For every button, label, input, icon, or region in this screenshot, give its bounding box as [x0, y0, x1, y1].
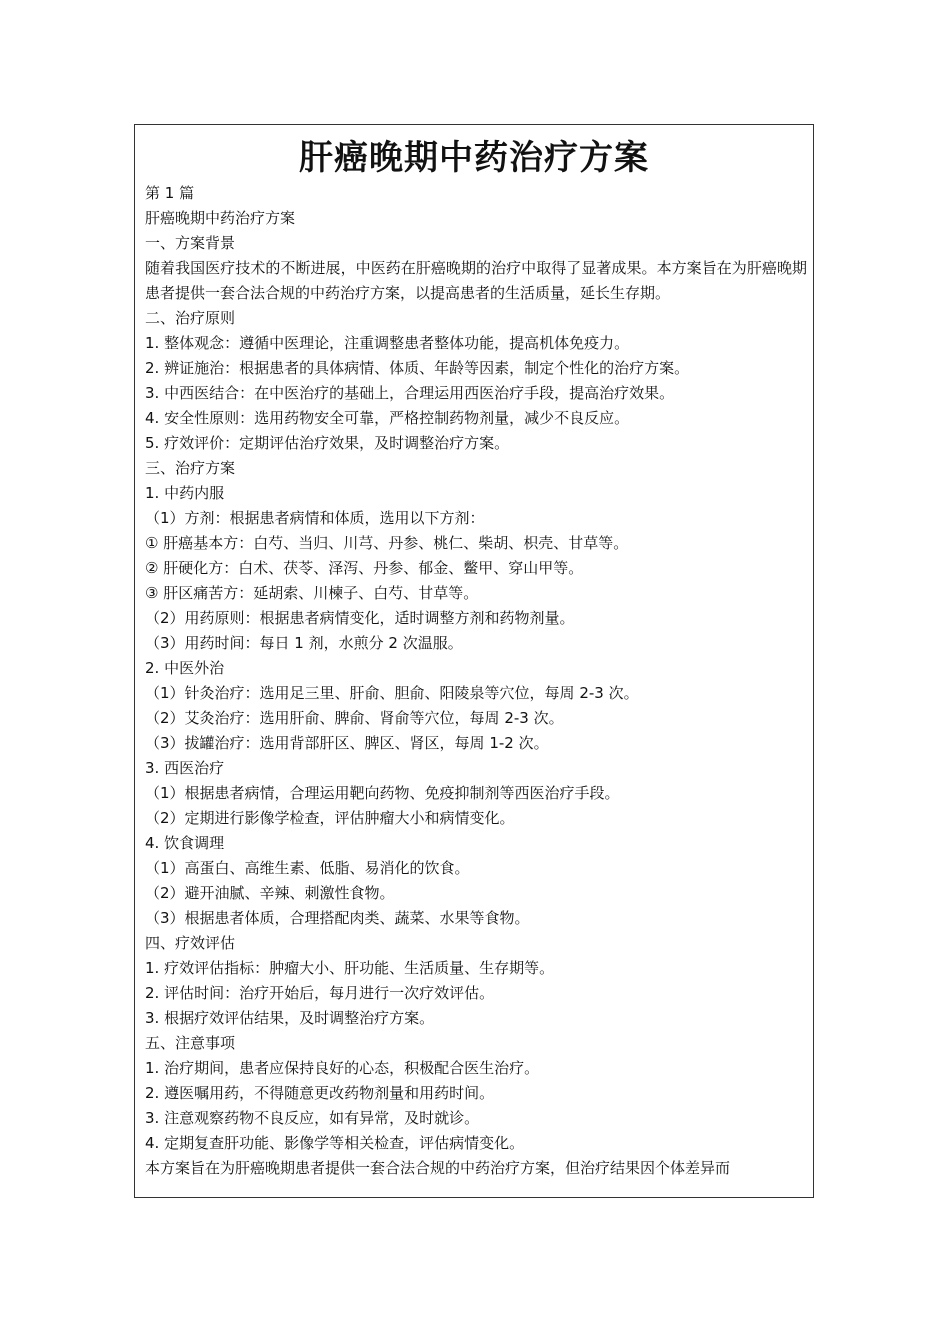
list-item: （3）拔罐治疗：选用背部肝区、脾区、肾区，每周 1-2 次。: [145, 734, 549, 752]
list-item: 3. 根据疗效评估结果，及时调整治疗方案。: [145, 1009, 435, 1027]
subheading: 2. 中医外治: [145, 659, 225, 677]
list-item: （3）根据患者体质，合理搭配肉类、蔬菜、水果等食物。: [145, 909, 530, 927]
heading-plan: 三、治疗方案: [145, 459, 236, 477]
list-item: （1）高蛋白、高维生素、低脂、易消化的饮食。: [145, 859, 470, 877]
list-item: 2. 遵医嘱用药，不得随意更改药物剂量和用药时间。: [145, 1084, 495, 1102]
list-item: 2. 辨证施治：根据患者的具体病情、体质、年龄等因素，制定个性化的治疗方案。: [145, 359, 690, 377]
list-item: ② 肝硬化方：白术、茯苓、泽泻、丹参、郁金、鳖甲、穿山甲等。: [145, 559, 584, 577]
list-item: （2）避开油腻、辛辣、刺激性食物。: [145, 884, 395, 902]
list-item: （2）用药原则：根据患者病情变化，适时调整方剂和药物剂量。: [145, 609, 575, 627]
list-item: ③ 肝区痛苦方：延胡索、川楝子、白芍、甘草等。: [145, 584, 479, 602]
list-item: 1. 整体观念：遵循中医理论，注重调整患者整体功能，提高机体免疫力。: [145, 334, 630, 352]
document-title: 肝癌晚期中药治疗方案: [299, 138, 649, 178]
list-item: 1. 治疗期间，患者应保持良好的心态，积极配合医生治疗。: [145, 1059, 540, 1077]
heading-evaluation: 四、疗效评估: [145, 934, 236, 952]
list-item: （2）定期进行影像学检查，评估肿瘤大小和病情变化。: [145, 809, 515, 827]
list-item: 3. 中西医结合：在中医治疗的基础上，合理运用西医治疗手段，提高治疗效果。: [145, 384, 675, 402]
list-item: （1）针灸治疗：选用足三里、肝俞、胆俞、阳陵泉等穴位，每周 2-3 次。: [145, 684, 639, 702]
list-item: （2）艾灸治疗：选用肝俞、脾俞、肾俞等穴位，每周 2-3 次。: [145, 709, 564, 727]
list-item: （1）方剂：根据患者病情和体质，选用以下方剂：: [145, 509, 485, 527]
subtitle: 肝癌晚期中药治疗方案: [145, 209, 296, 227]
heading-principles: 二、治疗原则: [145, 309, 236, 327]
heading-background: 一、方案背景: [145, 234, 236, 252]
list-item: ① 肝癌基本方：白芍、当归、川芎、丹参、桃仁、柴胡、枳壳、甘草等。: [145, 534, 629, 552]
subheading: 3. 西医治疗: [145, 759, 225, 777]
list-item: （1）根据患者病情，合理运用靶向药物、免疫抑制剂等西医治疗手段。: [145, 784, 620, 802]
section-label: 第 1 篇: [145, 184, 195, 202]
list-item: 4. 定期复查肝功能、影像学等相关检查，评估病情变化。: [145, 1134, 525, 1152]
list-item: 4. 安全性原则：选用药物安全可靠，严格控制药物剂量，减少不良反应。: [145, 409, 630, 427]
list-item: （3）用药时间：每日 1 剂，水煎分 2 次温服。: [145, 634, 463, 652]
heading-notes: 五、注意事项: [145, 1034, 236, 1052]
list-item: 5. 疗效评价：定期评估治疗效果，及时调整治疗方案。: [145, 434, 510, 452]
list-item: 1. 疗效评估指标：肿瘤大小、肝功能、生活质量、生存期等。: [145, 959, 555, 977]
closing-paragraph: 本方案旨在为肝癌晚期患者提供一套合法合规的中药治疗方案，但治疗结果因个体差异而: [145, 1159, 731, 1177]
list-item: 2. 评估时间：治疗开始后，每月进行一次疗效评估。: [145, 984, 495, 1002]
list-item: 3. 注意观察药物不良反应，如有异常，及时就诊。: [145, 1109, 480, 1127]
paragraph-background: 随着我国医疗技术的不断进展，中医药在肝癌晚期的治疗中取得了显著成果。本方案旨在为肝癌晚期患者提供一套合法合规的中药治疗方案，以提高患者的生活质量，延长生存期。: [145, 259, 807, 302]
subheading: 4. 饮食调理: [145, 834, 225, 852]
document-frame: [134, 124, 814, 1198]
document-body: [135, 181, 813, 1181]
subheading: 1. 中药内服: [145, 484, 225, 502]
